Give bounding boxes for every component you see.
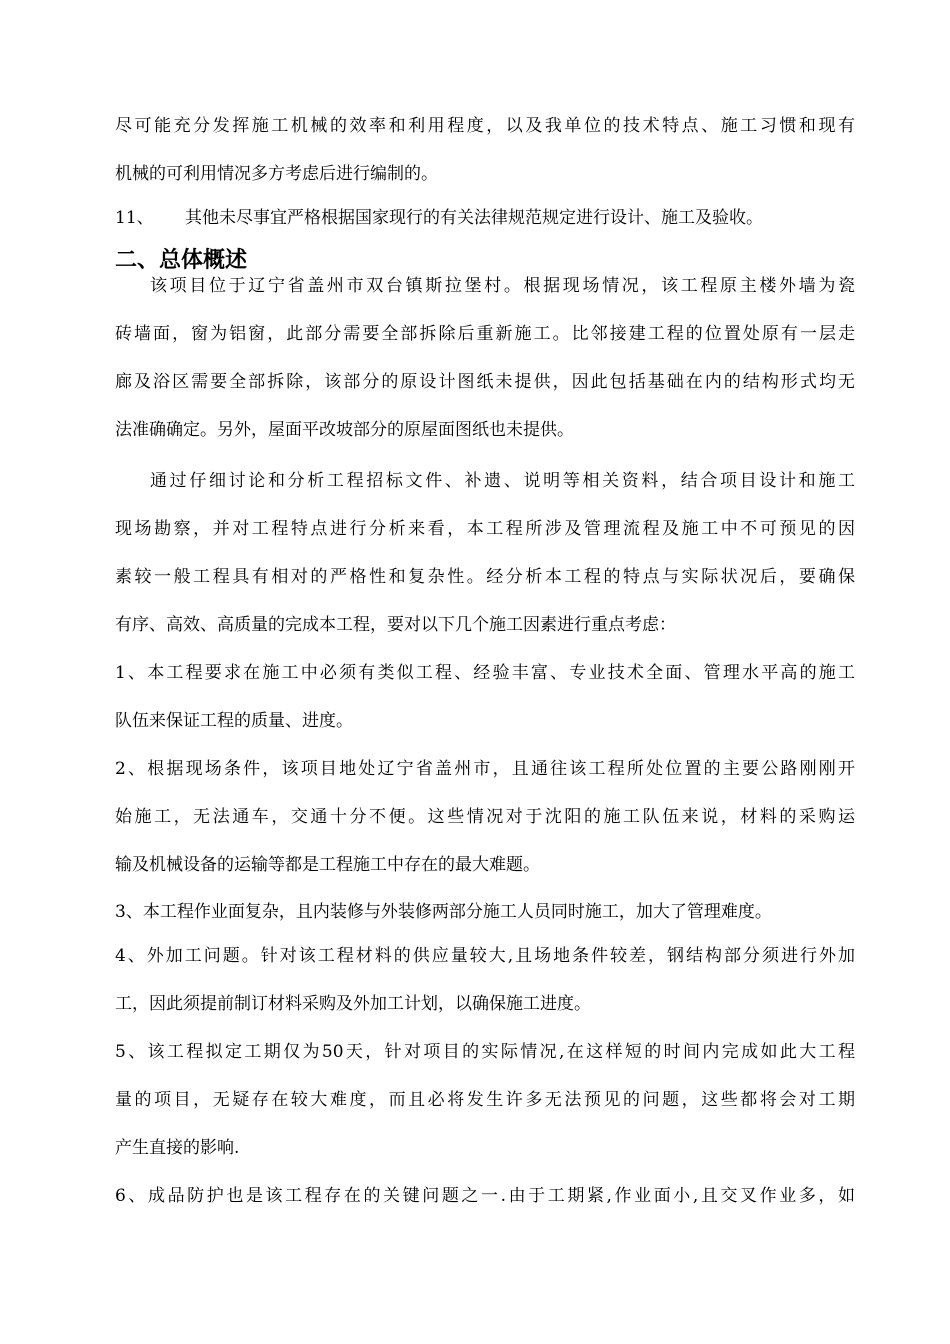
paragraph-2-line-2: 现场勘察，并对工程特点进行分析来看，本工程所涉及管理流程及施工中不可预见的因 <box>115 519 855 539</box>
point-1-line-1: 1、本工程要求在施工中必须有类似工程、经验丰富、专业技术全面、管理水平高的施工 <box>115 663 855 683</box>
point-4-line-2: 工，因此须提前制订材料采购及外加工计划，以确保施工进度。 <box>115 994 591 1014</box>
item-11-number: 11、 <box>115 208 154 228</box>
point-5-line-1: 5、该工程拟定工期仅为50天，针对项目的实际情况,在这样短的时间内完成如此大工程 <box>115 1042 855 1062</box>
item-11-text: 其他未尽事宜严格根据国家现行的有关法律规范规定进行设计、施工及验收。 <box>185 208 763 228</box>
section-heading: 二、总体概述 <box>115 248 248 273</box>
continuation-line-1: 尽可能充分发挥施工机械的效率和利用程度，以及我单位的技术特点、施工习惯和现有 <box>115 116 855 136</box>
point-2-line-1: 2、根据现场条件，该项目地处辽宁省盖州市，且通往该工程所处位置的主要公路刚刚开 <box>115 759 855 779</box>
point-6-line-1: 6、成品防护也是该工程存在的关键问题之一.由于工期紧,作业面小,且交叉作业多，如 <box>115 1186 855 1206</box>
point-3-line-1: 3、本工程作业面复杂，且内装修与外装修两部分施工人员同时施工，加大了管理难度。 <box>115 902 772 922</box>
paragraph-2-line-1: 通过仔细讨论和分析工程招标文件、补遗、说明等相关资料，结合项目设计和施工 <box>150 471 855 491</box>
paragraph-1-line-2: 砖墙面，窗为铝窗，此部分需要全部拆除后重新施工。比邻接建工程的位置处原有一层走 <box>115 324 855 344</box>
continuation-line-2: 机械的可利用情况多方考虑后进行编制的。 <box>115 164 438 184</box>
paragraph-1-line-1: 该项目位于辽宁省盖州市双台镇斯拉堡村。根据现场情况，该工程原主楼外墙为瓷 <box>150 276 855 296</box>
point-4-line-1: 4、外加工问题。针对该工程材料的供应量较大,且场地条件较差，钢结构部分须进行外加 <box>115 946 855 966</box>
point-2-line-3: 输及机械设备的运输等都是工程施工中存在的最大难题。 <box>115 855 540 875</box>
point-2-line-2: 始施工，无法通车，交通十分不便。这些情况对于沈阳的施工队伍来说，材料的采购运 <box>115 807 855 827</box>
paragraph-1-line-4: 法准确确定。另外，屋面平改坡部分的原屋面图纸也未提供。 <box>115 420 574 440</box>
paragraph-2-line-3: 素较一般工程具有相对的严格性和复杂性。经分析本工程的特点与实际状况后，要确保 <box>115 567 855 587</box>
paragraph-1-line-3: 廊及浴区需要全部拆除，该部分的原设计图纸未提供，因此包括基础在内的结构形式均无 <box>115 372 855 392</box>
item-11 <box>115 206 855 230</box>
point-1-line-2: 队伍来保证工程的质量、进度。 <box>115 711 353 731</box>
point-5-line-3: 产生直接的影响. <box>115 1138 240 1158</box>
point-5-line-2: 量的项目，无疑存在较大难度，而且必将发生许多无法预见的问题，这些都将会对工期 <box>115 1090 855 1110</box>
paragraph-2-line-4: 有序、高效、高质量的完成本工程，要对以下几个施工因素进行重点考虑： <box>115 615 676 635</box>
